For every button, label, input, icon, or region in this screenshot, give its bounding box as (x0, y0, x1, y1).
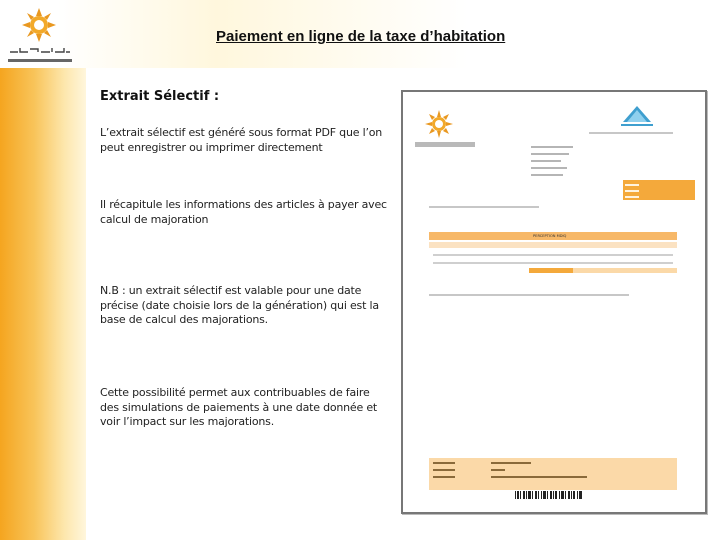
arabic-wordmark (8, 46, 72, 54)
page-title: Paiement en ligne de la taxe d’habitation (216, 28, 506, 45)
preview-payment-block (429, 458, 677, 490)
latin-wordmark (8, 58, 72, 63)
preview-text-line (433, 462, 455, 464)
pdf-extract-preview (401, 90, 707, 514)
preview-logo-wordmark (415, 142, 475, 147)
paragraph-format-pdf: L’extrait sélectif est généré sous format PDF que l’on peut enregistrer ou imprimer directement (100, 126, 383, 154)
preview-text-line (625, 190, 639, 192)
sun-emblem-icon (22, 8, 56, 42)
preview-text-line (531, 167, 567, 169)
preview-footnote-line (429, 294, 629, 296)
preview-sun-logo-icon (425, 110, 453, 138)
barcode-icon (515, 491, 583, 499)
preview-text-line (433, 476, 455, 478)
preview-text-line (429, 206, 539, 208)
paragraph-recapitulation: Il récapitule les informations des articles à payer avec calcul de majoration (100, 198, 387, 226)
preview-table-total-cell (573, 268, 677, 273)
preview-table-row (433, 262, 673, 264)
preview-articles-table (429, 232, 677, 284)
preview-table-subheader (429, 242, 677, 248)
preview-text-line (433, 469, 455, 471)
paragraph-simulation: Cette possibilité permet aux contribuables de faire des simulations de paiements à une date donnée et voir l’impact sur les majorations. (100, 386, 378, 428)
ministry-logo-icon (617, 104, 657, 132)
preview-table-row (433, 254, 673, 256)
preview-text-line (531, 153, 569, 155)
paragraph-nb-validity: N.B : un extrait sélectif est valable pour une date précise (date choisie lors de la génération) qui est la base de calcul des majorations. (100, 284, 379, 326)
preview-text-line (625, 196, 639, 198)
preview-table-header (429, 232, 677, 240)
side-decoration-strip (0, 68, 86, 540)
preview-text-line (491, 462, 531, 464)
organization-logo (8, 6, 72, 68)
preview-text-line (491, 469, 505, 471)
preview-text-line (531, 146, 573, 148)
preview-text-line (491, 476, 587, 478)
preview-table-total-cell (529, 268, 573, 273)
preview-text-line (625, 184, 639, 186)
preview-table-title: PERCEPTION MDIQ (533, 234, 567, 238)
ministry-name-line (589, 132, 673, 134)
preview-text-line (531, 174, 563, 176)
section-heading: Extrait Sélectif : (100, 89, 220, 104)
preview-text-line (531, 160, 561, 162)
